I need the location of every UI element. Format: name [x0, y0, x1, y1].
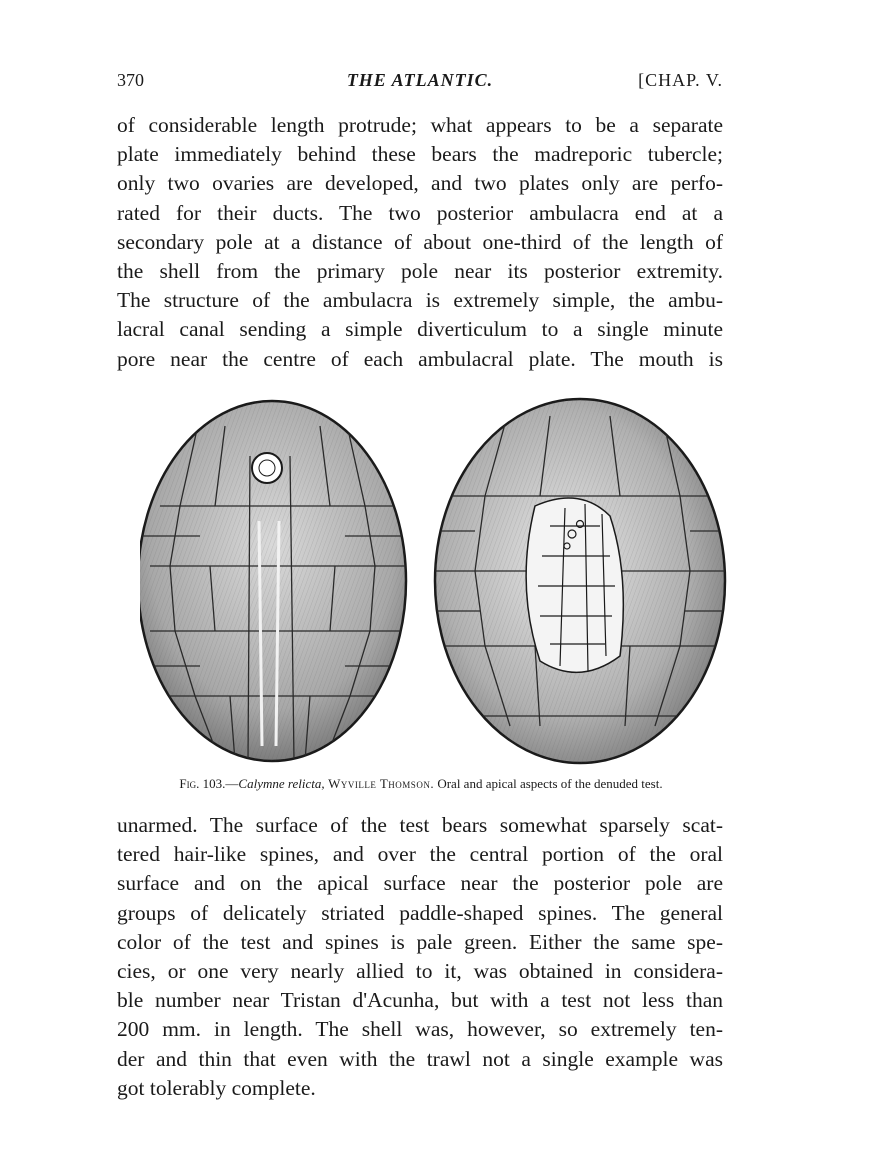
text-line: color of the test and spines is pale green. Either the same spe- [117, 929, 723, 954]
text-line: lacral canal sending a simple diverticulum to a single minute [117, 317, 723, 342]
echinoid-illustration [140, 396, 730, 766]
text-line: tered hair-like spines, and over the central portion of the oral [117, 842, 723, 867]
figure-caption [116, 776, 726, 792]
text-line: secondary pole at a distance of about one-third of the length of [117, 229, 723, 254]
text-line: ble number near Tristan d'Acunha, but with a test not less than [117, 988, 723, 1013]
text-line: surface and on the apical surface near the posterior pole are [117, 871, 723, 896]
paragraph-bottom [117, 811, 723, 1103]
running-title: THE ATLANTIC. [346, 70, 494, 90]
text-line: got tolerably complete. [117, 1075, 316, 1100]
figure-103 [140, 396, 730, 766]
apical-disc [252, 453, 282, 483]
text-line: rated for their ducts. The two posterior ambulacra end at a [117, 200, 723, 225]
species-name: Calymne relicta, [238, 776, 325, 791]
text-line: 200 mm. in length. The shell was, however, so extremely ten- [117, 1017, 723, 1042]
author-name: Wyville Thomson. [324, 776, 435, 791]
apical-aspect-drawing [140, 396, 410, 766]
text-line: der and thin that even with the trawl not a single example was [117, 1046, 723, 1071]
text-line: cies, or one very nearly allied to it, was obtained in considera- [117, 959, 723, 984]
text-line: The structure of the ambulacra is extremely simple, the ambu- [117, 288, 723, 313]
page-number: 370 [117, 70, 144, 90]
caption-description: Oral and apical aspects of the denuded test. [434, 776, 663, 791]
oral-central-area [526, 498, 623, 672]
text-line: groups of delicately striated paddle-shaped spines. The general [117, 900, 723, 925]
text-line: pore near the centre of each ambulacral plate. The mouth is [117, 346, 723, 371]
chapter-label: [CHAP. V. [638, 70, 723, 90]
page-header [117, 70, 723, 96]
text-line: unarmed. The surface of the test bears somewhat sparsely scat- [117, 813, 723, 837]
text-line: of considerable length protrude; what appears to be a separate [117, 113, 723, 137]
text-line: plate immediately behind these bears the madreporic tubercle; [117, 142, 723, 167]
paragraph-top [117, 111, 723, 374]
figure-label: Fig. 103.— [179, 776, 239, 791]
oral-aspect-drawing [430, 396, 730, 766]
text-line: the shell from the primary pole near its posterior extremity. [117, 259, 723, 284]
text-line: only two ovaries are developed, and two plates only are perfo- [117, 171, 723, 196]
